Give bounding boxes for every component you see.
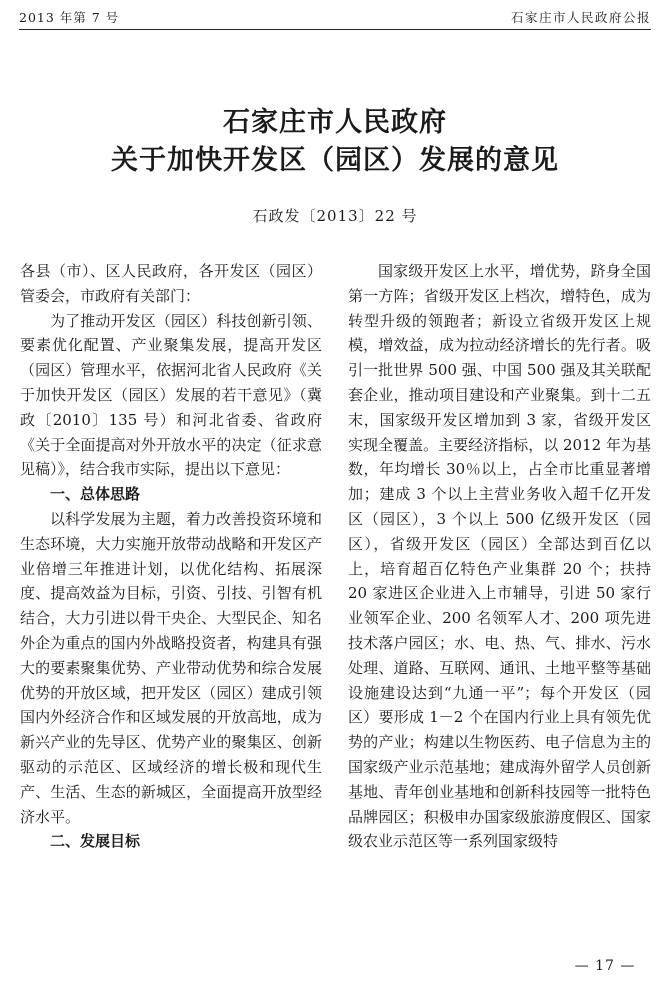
section-body-1: 以科学发展为主题，着力改善投资环境和生态环境，大力实施开放带动战略和开发区产业倍增三年推进计划，以优化结构、拓展深度、提高效益为目标，引资、引技、引智有机结合，大力引进以骨干央企、大型民企、知名外企为重点的国内外战略投资者，构建具有强大的要素聚集优势、产业带动优势和综合发展优势的开放区域，把开发区（园区）建成引领国内外经济合作和区域发展的开放高地，成为新兴产业的先导区、优势产业的聚集区、创新驱动的示范区、区域经济的增长极和现代生产、生活、生态的新城区，全面提高开放型经济水平。 [20,509,322,826]
page-number: — 17 — [574,958,636,974]
left-column [20,259,322,854]
goals-paragraph: 国家级开发区上水平，增优势，跻身全国第一方阵；省级开发区上档次，增特色，成为转型升级的领跑者；新设立省级开发区上规模，增效益，成为拉动经济增长的先行者。吸引一批世界 500 强、中国 500 强及其关联配套企业，推动项目建设和产业聚集。到十二五末，国家级开发区增加到 3 家，省级开发区实现全覆盖。主要经济指标，以 2012 年为基数，年均增长 30％以上，占全市比重显著增加；建成 3 个以上主营业务收入超千亿开发区（园区），3 个以上 500 亿级开发区（园区），省级开发区（园区）全部达到百亿以上，培育超百亿特色产业集群 20 个；扶持 20 家进区企业进入上市辅导，引进 50 家行业领军企业、200 名领军人才、200 项先进技术落户园区；水、电、热、气、排水、污水处理、道路、互联网、通讯、土地平整等基础设施建设达到“九通一平”；每个开发区（园区）要形成 1－2 个在国内行业上具有领先优势的产业；构建以生物医药、电子信息为主的国家级产业示范基地；建成海外留学人员创新基地、青年创业基地和创新科技园等一批特色品牌园区；积极申办国家级旅游度假区、国家级农业示范区等一系列国家级特 [348,262,651,851]
issue-label: 2013 年第 7 号 [19,10,120,25]
document-number: 石政发〔2013〕22 号 [252,207,418,225]
header-rule [19,29,651,30]
document-title-line2: 关于加快开发区（园区）发展的意见 [111,145,559,176]
intro-paragraph: 为了推动开发区（园区）科技创新引领、要素优化配置、产业聚集发展，提高开发区（园区）管理水平，依据河北省人民政府《关于加快开发区（园区）发展的若干意见》（冀政〔2010〕135 号）和河北省委、省政府《关于全面提高对外开放水平的决定（征求意见稿）》，结合我市实际，提出以下意见： [20,311,322,479]
section-heading-2: 二、发展目标 [50,832,141,851]
right-column [348,259,651,854]
journal-name: 石家庄市人民政府公报 [510,10,651,25]
section-heading-1: 一、总体思路 [50,485,141,504]
document-title-line1: 石家庄市人民政府 [223,107,447,138]
addressee: 各县（市）、区人民政府，各开发区（园区）管委会，市政府有关部门： [20,262,322,305]
